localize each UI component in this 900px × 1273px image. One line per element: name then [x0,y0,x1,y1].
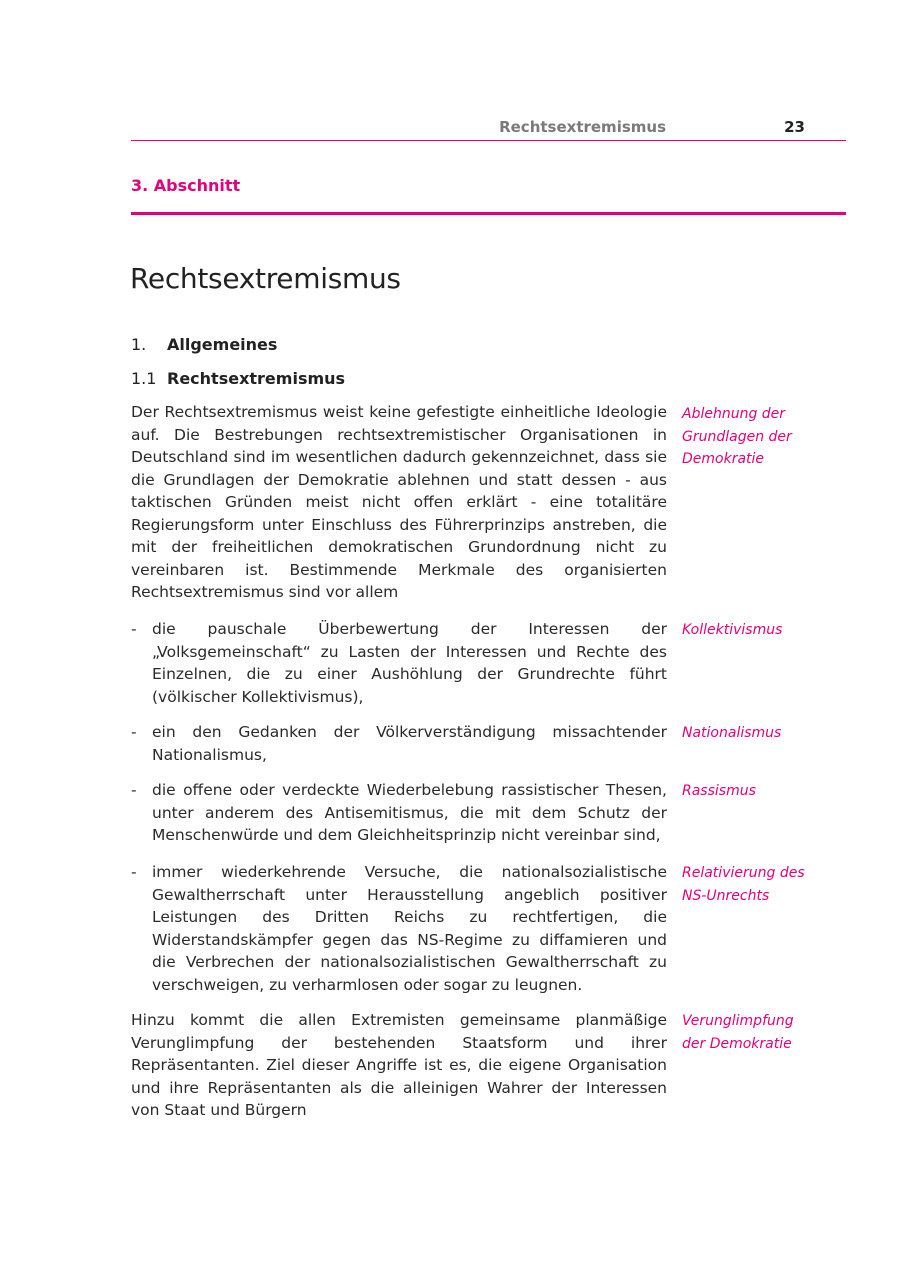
margin-note [682,403,832,471]
margin-note [682,619,832,642]
bullet-dash: - [131,620,137,638]
list-item [131,779,667,847]
running-head [131,116,846,141]
margin-note [682,780,832,803]
section-divider [131,212,846,215]
margin-note [682,722,832,745]
section-label: 3. Abschnitt [131,176,241,195]
margin-note-line: der Demokratie [682,1035,792,1052]
bullet-dash: - [131,723,137,741]
bullet-text: die pauschale Überbewertung der Interessen der „Volksgemeinschaft“ zu Lasten der Interessen und Rechte des Einzelnen, die zu einer Aushöhlung der Grundrechte führt (völkischer Kollektivismus), [152,620,667,706]
heading-allgemeines [131,335,277,354]
margin-note-line: Demokratie [682,451,765,467]
intro-paragraph: Der Rechtsextremismus weist keine gefestigte einheitliche Ideologie auf. Die Bestrebungen rechtsextremistischer Organisationen in Deutschland sind im wesentlichen dadurch gekennzeichnet, dass sie die Grundlagen der Demokratie ablehnen und statt dessen - aus taktischen Gründen meist nicht offen erklärt - eine totalitäre Regierungsform unter Einschluss des Führerprinzips anstreben, die mit der freiheitlichen demokratischen Grundordnung nicht zu vereinbaren ist. Bestimmende Merkmale des organisierten Rechtsextremismus sind vor allem [131,403,667,601]
heading-text: Allgemeines [167,335,278,354]
list-item [131,618,667,708]
bullet-text: ein den Gedanken der Völkerverständigung missachtender Nationalismus, [152,723,667,764]
margin-note-line: NS-Unrechts [682,887,770,904]
bullet-dash: - [131,863,137,881]
list-item [131,721,667,766]
margin-note-line: Ablehnung der [682,406,786,422]
margin-note-line: Verunglimpfung [682,1013,794,1029]
heading-number: 1. [131,335,147,354]
heading-rechtsextremismus [131,369,345,388]
margin-note-line: Relativierung des [682,865,805,881]
bullet-dash: - [131,781,137,799]
margin-note-line: Kollektivismus [682,622,783,638]
list-item [131,861,667,996]
margin-note-line: Nationalismus [682,725,782,741]
bullet-text: immer wiederkehrende Versuche, die nationalsozialistische Gewaltherrschaft unter Herausstellung angeblich positiver Leistungen des Dritten Reichs zu rechtfertigen, die Widerstandskämpfer gegen das NS-Regime zu diffamieren und die Verbrechen der nationalsozialistischen Gewaltherrschaft zu verschweigen, zu verharmlosen oder sogar zu leugnen. [152,863,667,994]
page-number: 23 [784,118,805,136]
chapter-title: Rechtsextremismus [130,262,401,295]
heading-number: 1.1 [131,369,157,388]
margin-note-line: Grundlagen der [682,428,792,445]
running-head-title: Rechtsextremismus [499,118,666,136]
heading-text: Rechtsextremismus [167,369,346,388]
bullet-text: die offene oder verdeckte Wiederbelebung rassistischer Thesen, unter anderem des Antisemitismus, die mit dem Schutz der Menschenwürde und dem Gleichheitsprinzip nicht vereinbar sind, [152,781,667,844]
margin-note [682,1010,832,1055]
margin-note [682,862,832,907]
closing-paragraph: Hinzu kommt die allen Extremisten gemeinsame planmäßige Verunglimpfung der bestehenden Staatsform und ihrer Repräsentanten. Ziel dieser Angriffe ist es, die eigene Organisation und ihre Repräsentanten als die alleinigen Wahrer der Interessen von Staat und Bürgern [131,1011,667,1119]
margin-note-line: Rassismus [682,783,756,799]
